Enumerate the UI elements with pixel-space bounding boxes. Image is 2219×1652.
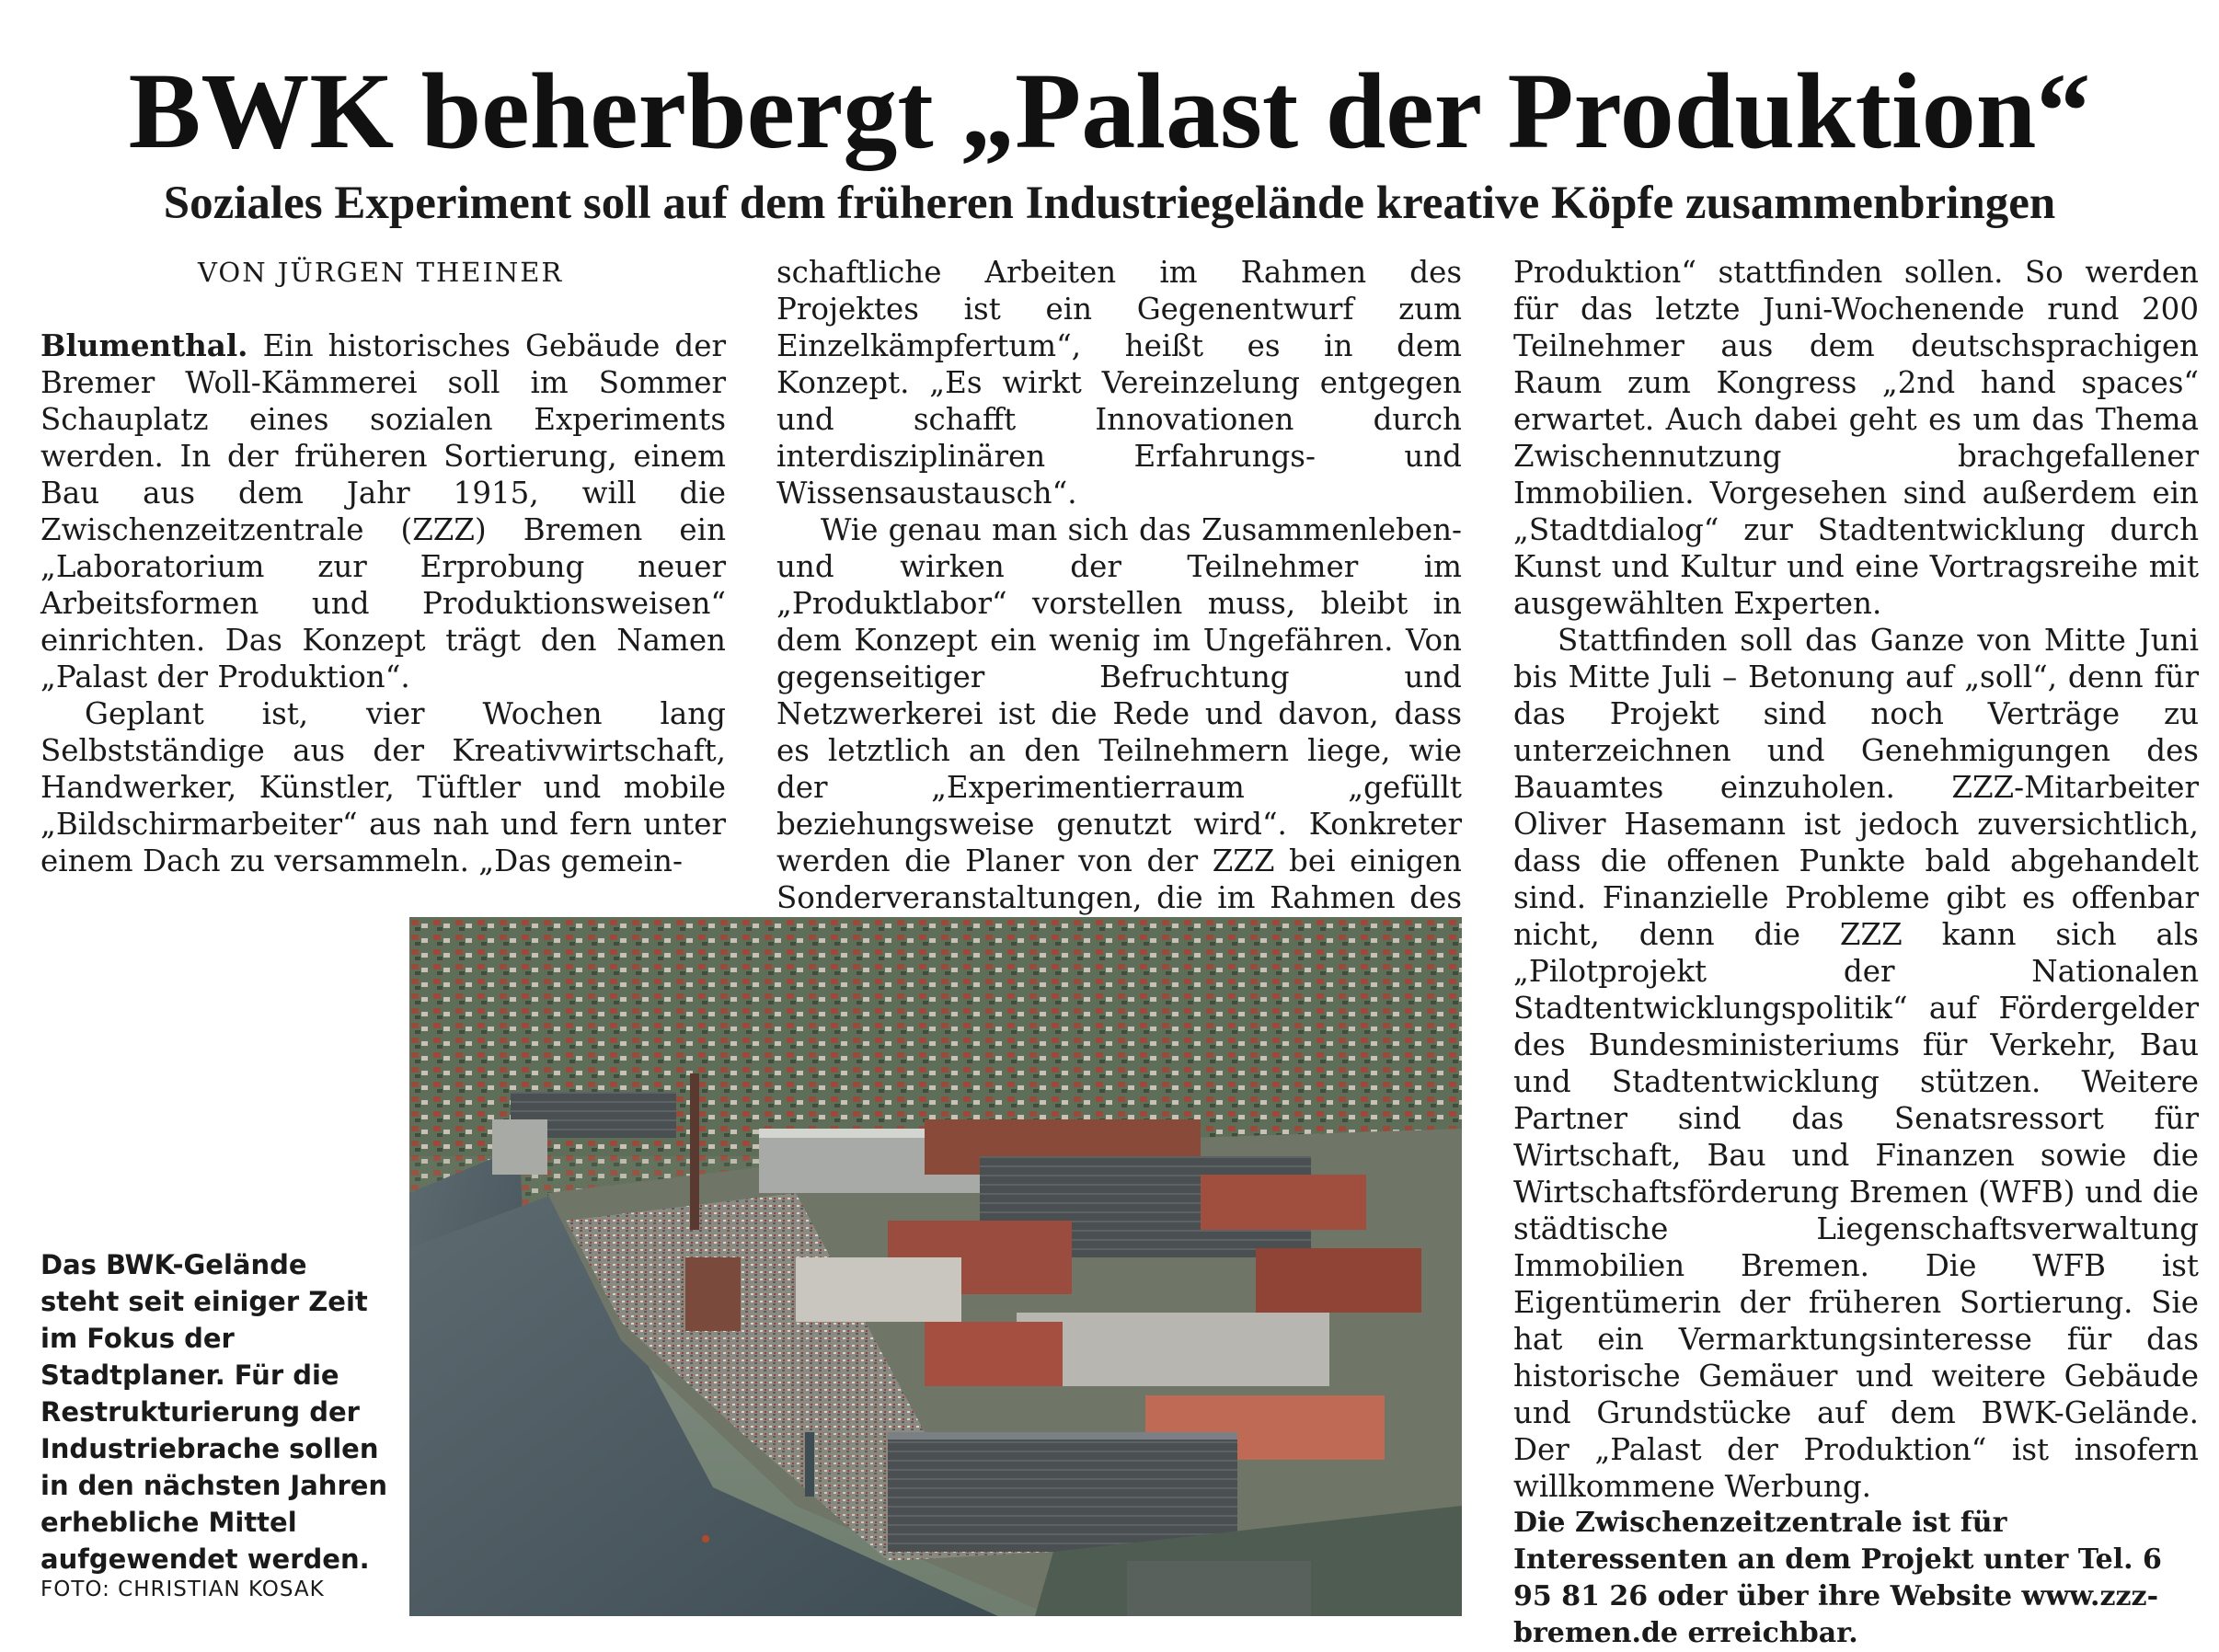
byline: VON JÜRGEN THEINER (198, 257, 564, 288)
paragraph-6: Stattfinden soll das Ganze von Mitte Juni bis Mitte Juli – Betonung auf „soll“, denn für das Projekt sind noch Verträge zu unterzeichnen und Genehmigungen des Bauamtes einzuholen. ZZZ-Mitarbeiter Oliver Hasemann ist jedoch zuversichtlich, dass die offenen Punkte bald abgehandelt sind. Finanzielle Probleme gibt es offenbar nicht, denn die ZZZ kann sich als „Pilotprojekt der Nationalen Stadtentwicklungspolitik“ auf Fördergelder des Bundesministeriums für Verkehr, Bau und Stadtentwicklung stützen. Weitere Partner sind das Senatsressort für Wirtschaft, Bau und Finanzen sowie die Wirtschaftsförderung Bremen (WFB) und die städtische Liegenschaftsverwaltung Immobilien Bremen. Die WFB ist Eigentümerin der früheren Sortierung. Sie hat ein Vermarktungsinteresse für das historische Gemäuer und weitere Gebäude und Grundstücke auf dem BWK-Gelände. Der „Palast der Produktion“ ist insofern willkommene Werbung. (1513, 623, 2199, 1504)
contact-infobox: Die Zwischenzeitzentrale ist für Interessenten an dem Projekt unter Tel. 6 95 81 26 oder über ihre Website www.zzz-bremen.de erreichbar. (1513, 1507, 2162, 1649)
aerial-photo (409, 917, 1462, 1616)
paragraph-1-text: Ein historisches Gebäude der Bremer Woll-Kämmerei soll im Sommer Schauplatz eines sozialen Experiments werden. In der früheren Sortierung, einem Bau aus dem Jahr 1915, will die Zwischenzeitzentrale (ZZZ) Bremen ein „Laboratorium zur Erprobung neuer Arbeitsformen und Produktionsweisen“ einrichten. Das Konzept trägt den Namen „Palast der Produktion“. (40, 328, 726, 694)
article-column-2 (776, 254, 1462, 953)
paragraph-3: schaftliche Arbeiten im Rahmen des Projektes ist ein Gegenentwurf zum Einzelkämpfertum“, heißt es in dem Konzept. „Es wirkt Vereinzelung entgegen und schafft Innovationen durch interdisziplinären Erfahrungs- und Wissensaustausch“. (776, 255, 1462, 511)
paragraph-1 (40, 327, 726, 695)
article-column-3 (1513, 254, 2199, 1505)
paragraph-4: Wie genau man sich das Zusammenleben- und wirken der Teilnehmer im „Produktlabor“ vorstellen muss, bleibt in dem Konzept ein wenig im Ungefähren. Von gegenseitiger Befruchtung und Netzwerkerei ist die Rede und davon, dass es letztlich an den Teilnehmern liege, wie der „Experimentierraum „gefüllt beziehungsweise genutzt wird“. Konkreter werden die Planer von der ZZZ bei einigen Sonderveranstaltungen, die im Rahmen des (776, 512, 1462, 915)
photo-credit: FOTO: CHRISTIAN KOSAK (40, 1577, 325, 1601)
article-column-1 (40, 327, 726, 879)
paragraph-2: Geplant ist, vier Wochen lang Selbstständige aus der Kreativwirtschaft, Handwerker, Künstler, Tüftler und mobile „Bildschirmarbeiter“ aus nah und fern unter einem Dach zu versammeln. „Das gemein- (40, 696, 726, 878)
paragraph-5: Produktion“ stattfinden sollen. So werden für das letzte Juni-Wochenende rund 200 Teilnehmer aus dem deutschsprachigen Raum zum Kongress „2nd hand spaces“ erwartet. Auch dabei geht es um das Thema Zwischennutzung brachgefallener Immobilien. Vorgesehen sind außerdem ein „Stadtdialog“ zur Stadtentwicklung durch Kunst und Kultur und eine Vortragsreihe mit ausgewählten Experten. (1513, 255, 2199, 621)
aerial-photo-illustration (409, 917, 1462, 1616)
headline: BWK beherbergt „Palast der Produktion“ (128, 51, 2091, 171)
dateline: Blumenthal. (40, 327, 248, 363)
subheadline: Soziales Experiment soll auf dem früheren Industriegelände kreative Köpfe zusammenbringen (163, 178, 2056, 229)
photo-caption: Das BWK-Gelände steht seit einiger Zeit im Fokus der Stadtplaner. Für die Restrukturierung der Industriebrache sollen in den nächsten Jahren erhebliche Mittel aufgewendet werden. (40, 1249, 388, 1575)
